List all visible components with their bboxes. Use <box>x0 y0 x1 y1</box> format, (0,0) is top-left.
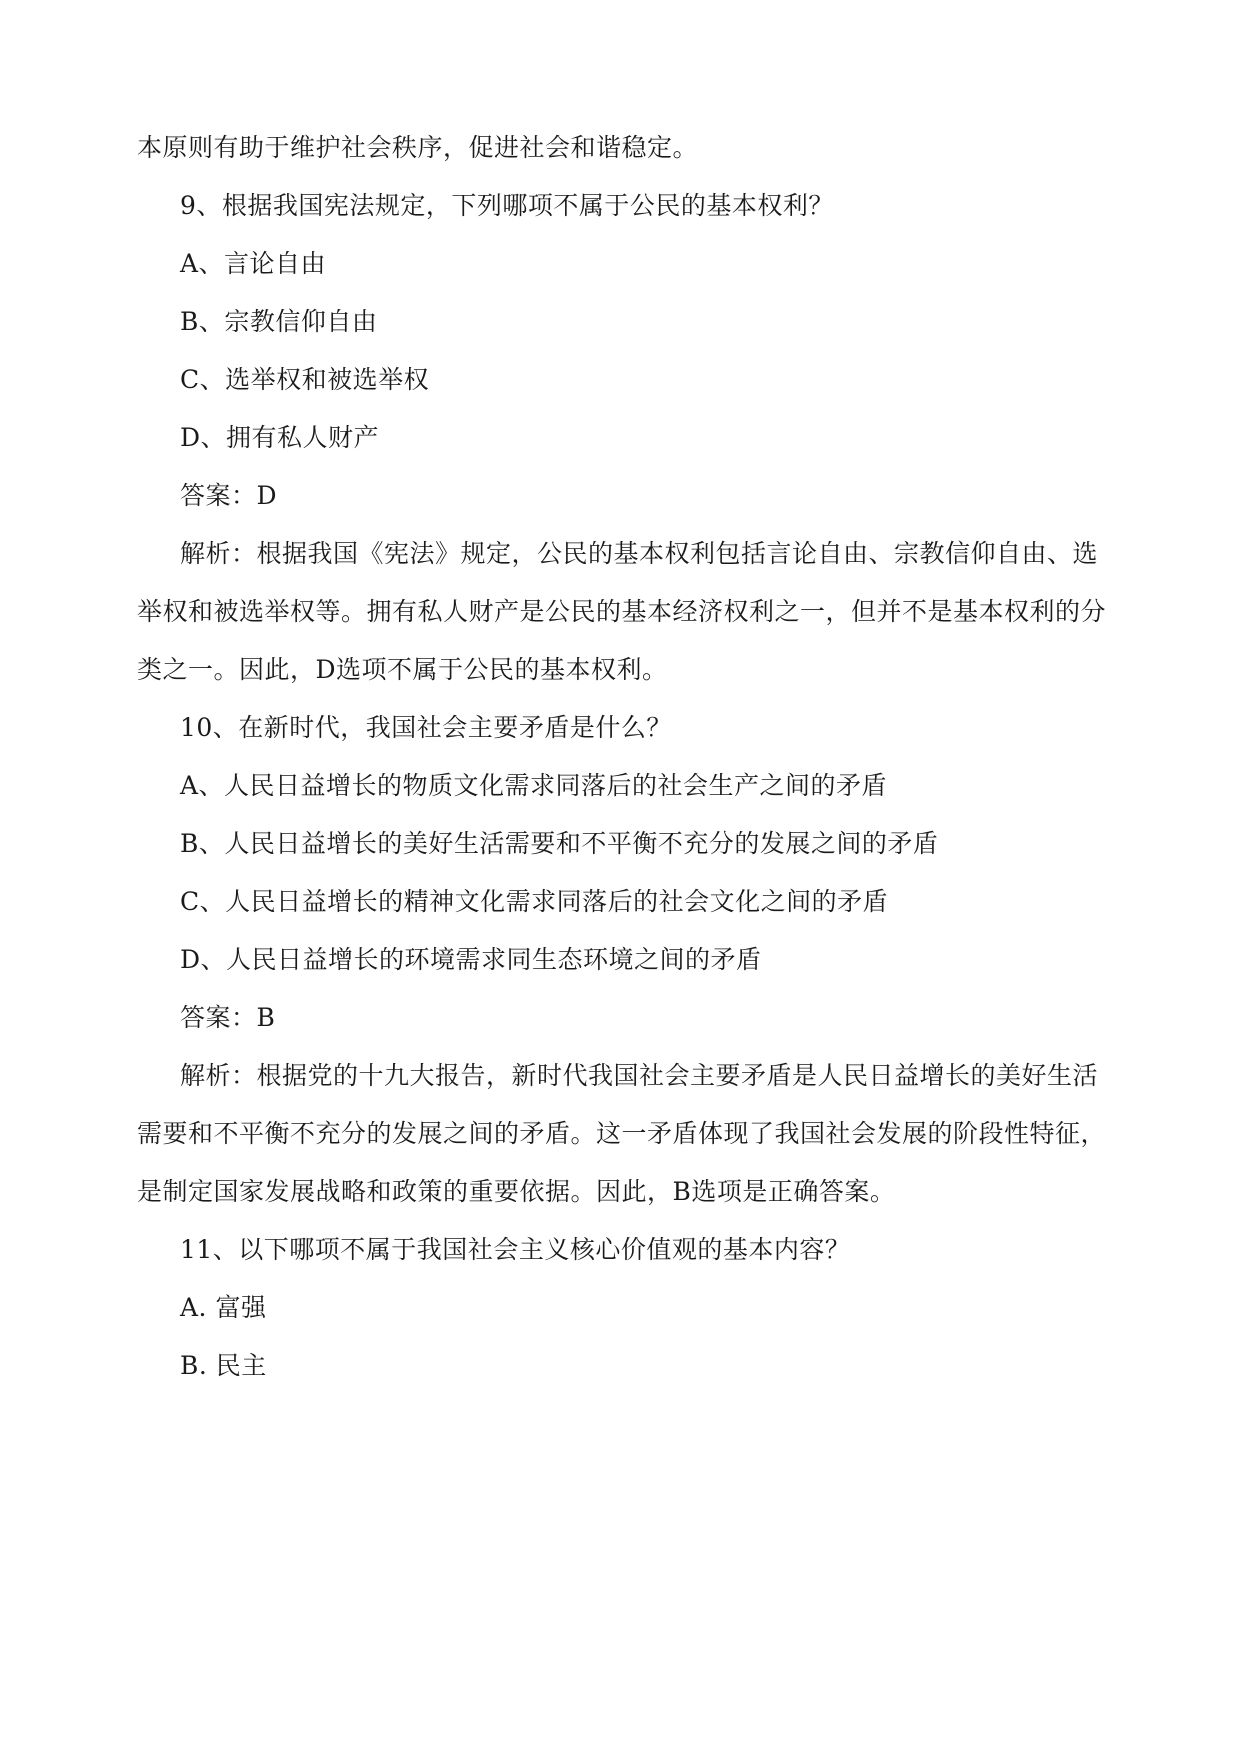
option-d: D、拥有私人财产 <box>180 423 380 452</box>
question-11: 11、以下哪项不属于我国社会主义核心价值观的基本内容？ <box>180 1235 851 1264</box>
option-a: A、人民日益增长的物质文化需求同落后的社会生产之间的矛盾 <box>180 771 888 800</box>
option-c: C、人民日益增长的精神文化需求同落后的社会文化之间的矛盾 <box>180 887 889 916</box>
analysis-line: 举权和被选举权等。拥有私人财产是公民的基本经济权利之一，但并不是基本权利的分 <box>137 597 1107 626</box>
answer: 答案：B <box>180 1003 276 1032</box>
option-b: B、人民日益增长的美好生活需要和不平衡不充分的发展之间的矛盾 <box>180 829 939 858</box>
option-b: B. 民主 <box>180 1351 267 1380</box>
analysis-line: 类之一。因此，D选项不属于公民的基本权利。 <box>137 655 668 684</box>
analysis-line: 解析：根据我国《宪法》规定，公民的基本权利包括言论自由、宗教信仰自由、选 <box>180 539 1099 568</box>
analysis-line: 是制定国家发展战略和政策的重要依据。因此，B选项是正确答案。 <box>137 1177 896 1206</box>
question-10: 10、在新时代，我国社会主要矛盾是什么？ <box>180 713 672 742</box>
answer: 答案：D <box>180 481 278 510</box>
analysis-line: 解析：根据党的十九大报告，新时代我国社会主要矛盾是人民日益增长的美好生活 <box>180 1061 1099 1090</box>
option-a: A. 富强 <box>180 1293 267 1322</box>
option-d: D、人民日益增长的环境需求同生态环境之间的矛盾 <box>180 945 762 974</box>
option-a: A、言论自由 <box>180 249 327 278</box>
analysis-line: 需要和不平衡不充分的发展之间的矛盾。这一矛盾体现了我国社会发展的阶段性特征， <box>137 1119 1107 1148</box>
option-b: B、宗教信仰自由 <box>180 307 378 336</box>
question-9: 9、根据我国宪法规定，下列哪项不属于公民的基本权利？ <box>180 191 834 220</box>
text-line: 本原则有助于维护社会秩序，促进社会和谐稳定。 <box>137 133 699 162</box>
option-c: C、选举权和被选举权 <box>180 365 430 394</box>
